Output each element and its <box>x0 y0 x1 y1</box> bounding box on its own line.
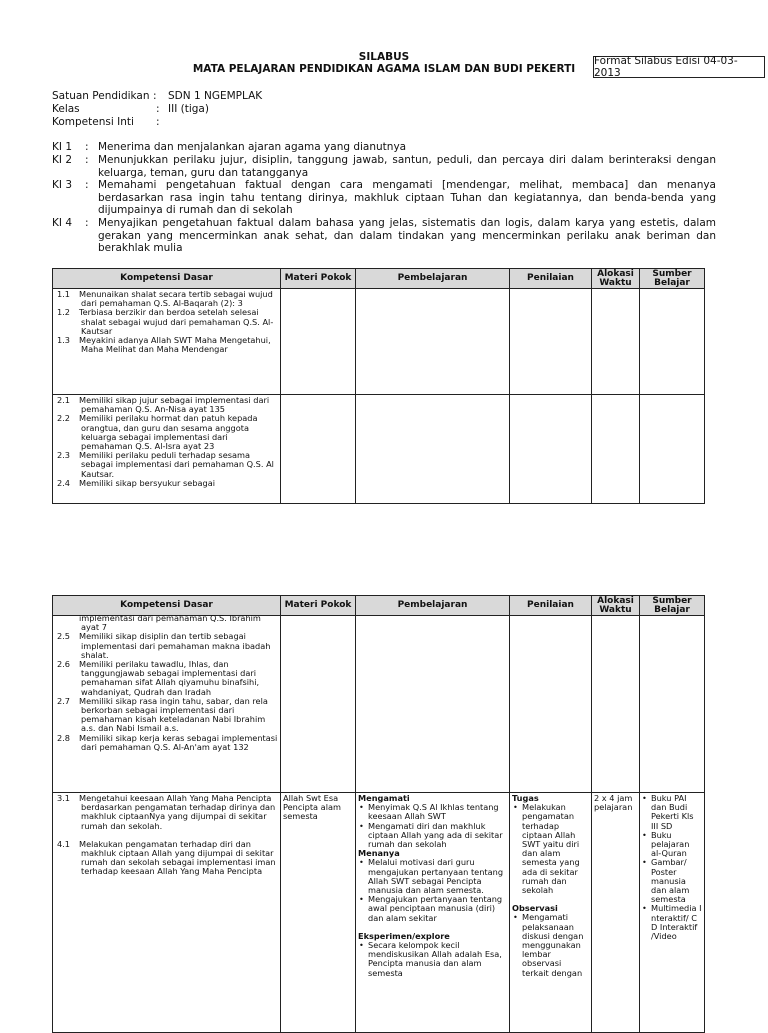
ki-text: Menunjukkan perilaku jujur, disiplin, tanggung jawab, santun, peduli, dan percaya diri dalam berinteraksi dengan keluarga, teman, guru dan tatangganya <box>98 154 716 179</box>
header-alokasi-waktu: Alokasi Waktu <box>592 269 640 289</box>
header-sumber-belajar: Sumber Belajar <box>640 269 705 289</box>
kd-item: 2.7 Memiliki sikap rasa ingin tahu, sabar, dan rela berkorban sebagai implementasi dari pemahaman kisah keteladanan Nabi Ibrahim a.s. dan Nabi Ismail a.s. <box>57 695 268 734</box>
kd-item: 1.3 Meyakini adanya Allah SWT Maha Mengetahui, Maha Melihat dan Maha Mendengar <box>57 335 271 355</box>
section-heading: Mengamati <box>358 793 410 803</box>
ki-text: Menerima dan menjalankan ajaran agama yang dianutnya <box>98 141 407 153</box>
table-row <box>53 395 705 504</box>
ki-label: KI 1 <box>52 141 73 153</box>
kd-item: 2.3 Memiliki perilaku peduli terhadap sesama sebagai implementasi dari pemahaman Q.S. Al Kautsar. <box>57 450 274 479</box>
list-item: • Buku PAI dan Budi Pekerti Kls III SD <box>651 794 702 831</box>
section-heading: Menanya <box>358 848 400 859</box>
document-title: SILABUS <box>358 51 410 63</box>
meta-label: Kompetensi Inti <box>52 116 134 128</box>
list-item: • Mengamati diri dan makhluk ciptaan Allah yang ada di sekitar rumah dan sekolah <box>368 822 507 850</box>
list-item: • Buku pelajaran al-Quran <box>651 831 702 859</box>
kd-item: 3.1 Mengetahui keesaan Allah Yang Maha Pencipta berdasarkan pengamatan terhadap dirinya dan makhluk ciptaanNya yang dijumpai di sekitar rumah dan sekolah. <box>57 793 276 831</box>
kd-item: 2.5 Memiliki sikap disiplin dan tertib sebagai implementasi dari pemahaman makna ibadah shalat. <box>57 631 271 660</box>
meta-value: III (tiga) <box>168 103 209 115</box>
header-materi-pokok: Materi Pokok <box>281 596 356 616</box>
header-kompetensi-dasar: Kompetensi Dasar <box>53 596 281 616</box>
list-item: • Mengajukan pertanyaan tentang awal penciptaan manusia (diri) dan alam sekitar <box>368 895 507 923</box>
kd-continuation: implementasi dari pemahaman Q.S. Ibrahim ayat 7 <box>79 613 261 633</box>
list-item: • Gambar/ Poster manusia dan alam semesta <box>651 858 702 904</box>
kd-item: 2.6 Memiliki perilaku tawadlu, Ihlas, dan tanggungjawab sebagai implementasi dari pemahaman sifat Allah qiyamuhu binafsihi, wahdaniyat, Qudrah dan Iradah <box>57 659 260 697</box>
kd-list <box>53 289 280 355</box>
section-heading: Eksperimen/explore <box>358 930 450 941</box>
kd-item: 2.8 Memiliki sikap kerja keras sebagai implementasi dari pemahaman Q.S. Al-An'am ayat 132 <box>57 732 278 752</box>
kd-item: 2.1 Memiliki sikap jujur sebagai implementasi dari pemahaman Q.S. An-Nisa ayat 135 <box>57 395 270 415</box>
list-item: • Mengamati pelaksanaan diskusi dengan menggunakan lembar observasi terkait dengan <box>522 913 589 977</box>
pembelajaran-content <box>356 793 509 979</box>
alokasi-waktu-value: 2 x 4 jam pelajaran <box>594 793 633 813</box>
header-materi-pokok: Materi Pokok <box>281 269 356 289</box>
ki-label: KI 3 <box>52 179 73 191</box>
sumber-belajar-list <box>640 793 704 942</box>
kd-item: 1.2 Terbiasa berzikir dan berdoa setelah selesai shalat sebagai wujud dari pemahaman Q.S. Al-Kautsar <box>57 307 274 336</box>
ki-text: Memahami pengetahuan faktual dengan cara mengamati [mendengar, melihat, membaca] dan menanya berdasarkan rasa ingin tahu tentang dirinya, makhluk ciptaan Tuhan dan kegiatannya, dan benda-benda yang dijumpainya di rumah dan di sekolah <box>98 179 716 216</box>
list-item: • Multimedia Interaktif/ CD Interaktif /Video <box>651 904 702 941</box>
meta-label: Satuan Pendidikan <box>52 90 150 102</box>
ki-text: Menyajikan pengetahuan faktual dalam bahasa yang jelas, sistematis dan logis, dalam karya yang estetis, dalam gerakan yang mencerminkan anak sehat, dan dalam tindakan yang mencerminkan perilaku anak beriman dan berakhlak mulia <box>98 217 716 254</box>
header-kompetensi-dasar: Kompetensi Dasar <box>53 269 281 289</box>
format-edition-label: Format Silabus Edisi 04-03-2013 <box>594 55 738 79</box>
kd-item: 1.1 Menunaikan shalat secara tertib sebagai wujud dari pemahaman Q.S. Al-Baqarah (2): 3 <box>57 289 273 309</box>
materi-pokok-value: Allah Swt Esa Pencipta alam semesta <box>283 793 341 822</box>
ki-label: KI 2 <box>52 154 73 166</box>
section-heading: Observasi <box>512 903 558 914</box>
syllabus-table-2 <box>52 595 705 1033</box>
list-item: • Melakukan pengamatan terhadap ciptaan Allah SWT yaitu diri dan alam semesta yang ada di sekitar rumah dan sekolah <box>522 803 589 895</box>
kd-item: 2.4 Memiliki sikap bersyukur sebagai <box>57 477 216 488</box>
kd-list <box>53 613 280 753</box>
header-pembelajaran: Pembelajaran <box>356 596 510 616</box>
table-row <box>53 793 705 1033</box>
syllabus-table-1 <box>52 268 705 504</box>
header-sumber-belajar: Sumber Belajar <box>640 596 705 616</box>
header-penilaian: Penilaian <box>510 269 592 289</box>
document-subtitle: MATA PELAJARAN PENDIDIKAN AGAMA ISLAM DAN BUDI PEKERTI <box>192 63 576 75</box>
table-row <box>53 289 705 395</box>
header-pembelajaran: Pembelajaran <box>356 269 510 289</box>
header-alokasi-waktu: Alokasi Waktu <box>592 596 640 616</box>
list-item: • Secara kelompok kecil mendiskusikan Allah adalah Esa, Pencipta manusia dan alam semesta <box>368 941 507 978</box>
section-heading: Tugas <box>512 793 539 803</box>
meta-label: Kelas <box>52 103 80 115</box>
header-penilaian: Penilaian <box>510 596 592 616</box>
meta-value: SDN 1 NGEMPLAK <box>168 90 263 102</box>
table-row <box>53 616 705 793</box>
kd-list <box>53 395 280 489</box>
ki-label: KI 4 <box>52 217 73 229</box>
kd-item: 2.2 Memiliki perilaku hormat dan patuh kepada orangtua, dan guru dan sesama anggota keluarga sebagai implementasi dari pemahaman Q.S. Al-Isra ayat 23 <box>57 413 258 452</box>
kd-item: 4.1 Melakukan pengamatan terhadap diri dan makhluk ciptaan Allah yang dijumpai di sekitar rumah dan sekolah sebagai implementasi iman terhadap keesaan Allah Yang Maha Pencipta <box>57 838 276 877</box>
kd-list <box>53 793 280 878</box>
list-item: • Melalui motivasi dari guru mengajukan pertanyaan tentang Allah SWT sebagai Pencipta manusia dan alam semesta. <box>368 858 507 895</box>
list-item: • Menyimak Q.S Al Ikhlas tentang keesaan Allah SWT <box>368 803 507 821</box>
penilaian-content <box>510 793 591 979</box>
